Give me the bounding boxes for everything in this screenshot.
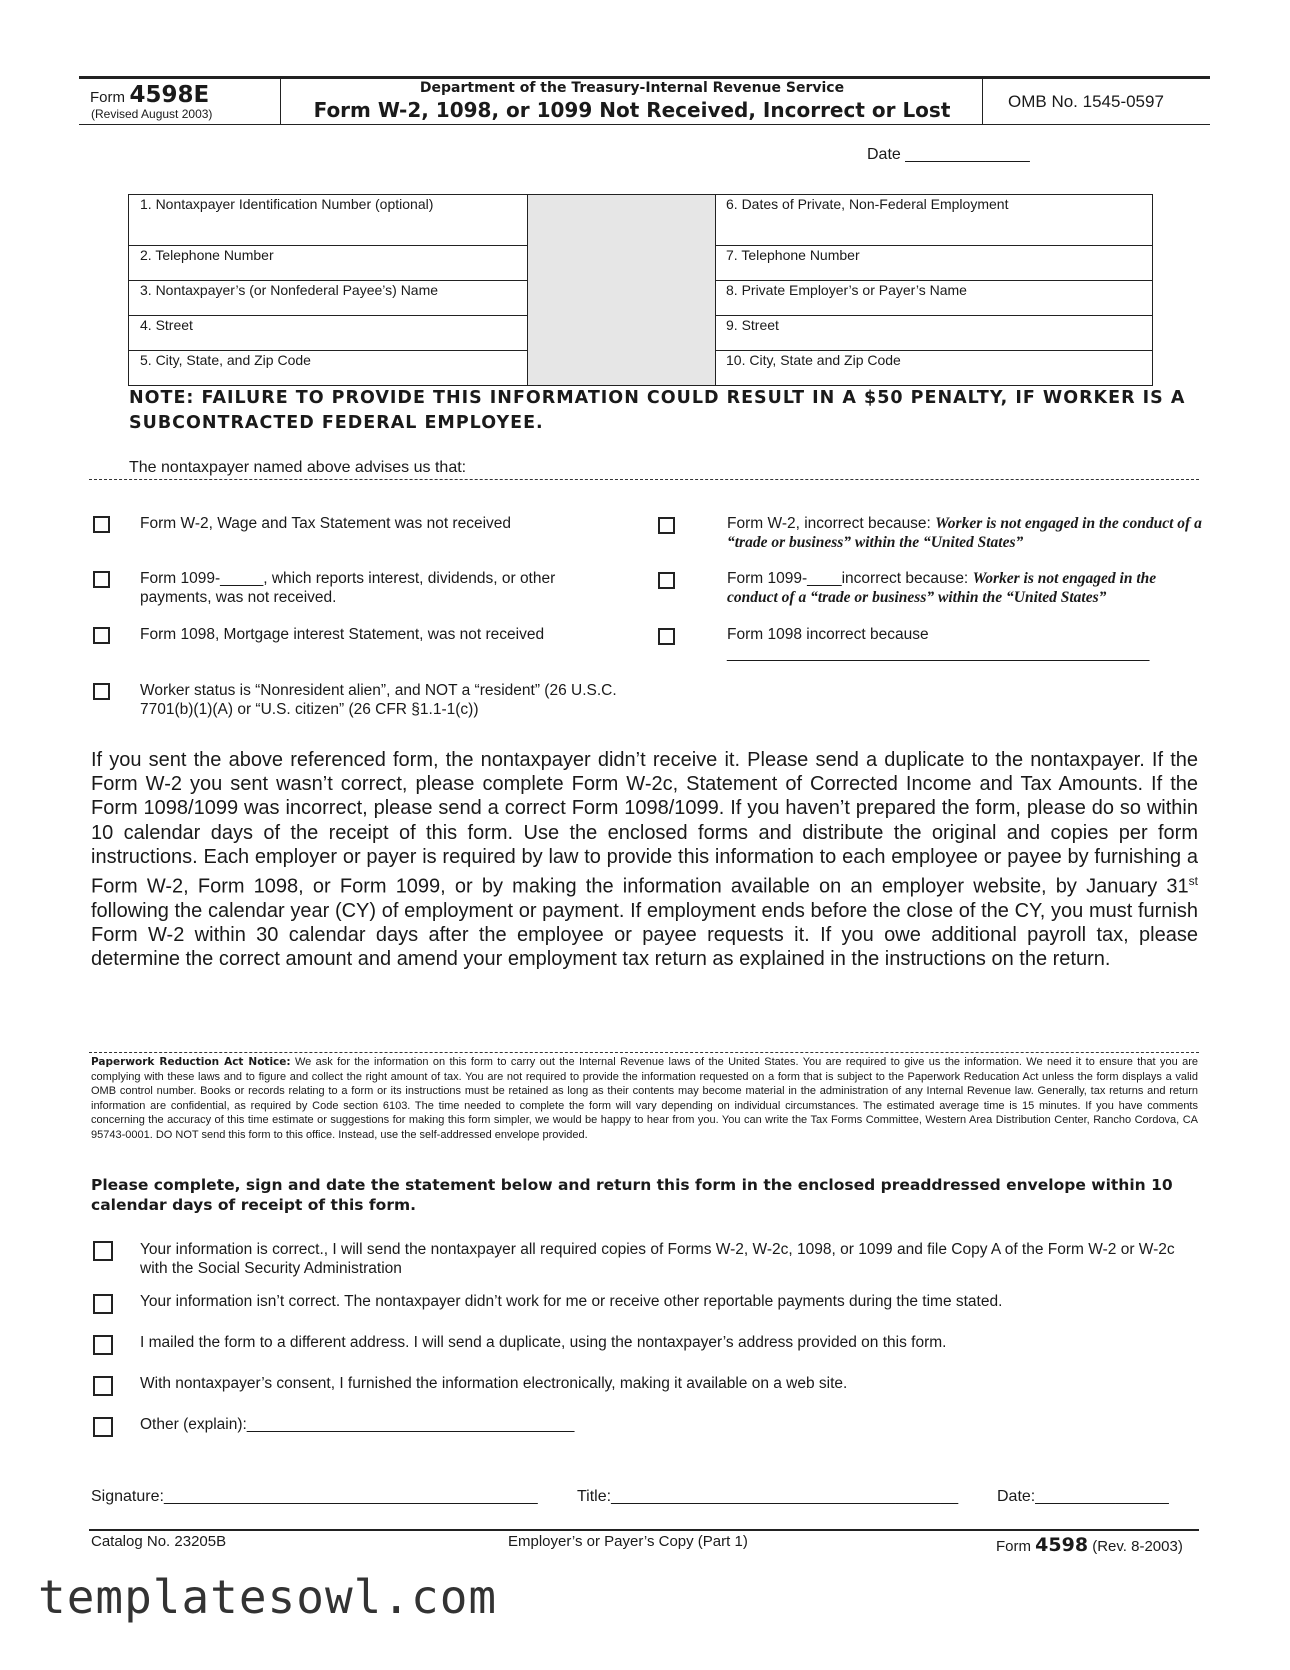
- field-box-9[interactable]: [715, 315, 1153, 351]
- title-field[interactable]: Title:_______________________________________: [577, 1488, 959, 1505]
- catalog-number: Catalog No. 23205B: [91, 1533, 227, 1550]
- form-word: Form: [90, 89, 125, 106]
- response-info-not-correct: Your information isn’t correct. The nontaxpayer didn’t work for me or receive other reportable payments during the time stated.: [140, 1293, 1003, 1310]
- field-label-employer-name: 8. Private Employer’s or Payer’s Name: [726, 282, 967, 298]
- response-different-address: I mailed the form to a different address. I will send a duplicate, using the nontaxpayer’s address provided on this form.: [140, 1334, 947, 1351]
- revised-date: (Revised August 2003): [91, 107, 213, 121]
- option-w2-incorrect: [727, 514, 1202, 552]
- footer-form-number: 4598: [1035, 1534, 1089, 1556]
- field-label-employer-city: 10. City, State and Zip Code: [726, 352, 901, 368]
- field-label-employer-street: 9. Street: [726, 317, 779, 333]
- 1099-incorrect-reason: Worker is not engaged in the conduct of a “trade or business” within the “United States”: [727, 570, 1157, 606]
- field-label-nontaxpayer-id: 1. Nontaxpayer Identification Number (optional): [140, 196, 434, 212]
- response-electronic: With nontaxpayer’s consent, I furnished the information electronically, making it available on a web site.: [140, 1375, 848, 1392]
- option-1098-not-received: Form 1098, Mortgage interest Statement, was not received: [140, 626, 545, 643]
- header-divider-left: [280, 78, 281, 125]
- 1098-incorrect-line[interactable]: _________________________________________________: [727, 645, 1150, 662]
- watermark: templatesowl.com: [38, 1570, 498, 1624]
- omb-number: OMB No. 1545-0597: [1008, 92, 1164, 111]
- 1099-incorrect-text: Form 1099-____incorrect because:: [727, 570, 973, 587]
- form-number-block: [90, 82, 209, 108]
- option-1099-incorrect: [727, 569, 1202, 607]
- response-info-correct: Your information is correct., I will send the nontaxpayer all required copies of Forms W-2, W-2c, 1098, or 1099 and file Copy A of the Form W-2 or W-2c with the Social Security Administration: [140, 1241, 1175, 1277]
- form-number: 4598E: [129, 82, 210, 108]
- copy-label: Employer’s or Payer’s Copy (Part 1): [508, 1533, 748, 1550]
- option-w2-not-received: Form W-2, Wage and Tax Statement was not received: [140, 515, 512, 532]
- signature-field[interactable]: Signature:__________________________________________: [91, 1488, 538, 1505]
- paperwork-heading: Paperwork Reduction Act Notice:: [91, 1056, 291, 1068]
- shaded-area: [527, 194, 716, 386]
- checkbox-1098-incorrect[interactable]: [658, 628, 675, 645]
- dashed-separator-1: [89, 479, 1199, 480]
- footer-form-word: Form: [996, 1538, 1036, 1555]
- signature-date-field[interactable]: Date:_______________: [997, 1488, 1169, 1505]
- field-label-telephone: 2. Telephone Number: [140, 247, 274, 263]
- 1098-incorrect-text: Form 1098 incorrect because: [727, 626, 929, 643]
- date-field[interactable]: Date ______________: [867, 146, 1030, 163]
- option-1099-not-received: Form 1099-_____, which reports interest, dividends, or other payments, was not received.: [140, 570, 556, 606]
- instructions-text-a: If you sent the above referenced form, the nontaxpayer didn’t receive it. Please send a duplicate to the nontaxpayer. If the Form W-2 you sent wasn’t correct, please complete Form W-2c, Statement of Corrected Income and Tax Amounts. If the Form 1098/1099 was incorrect, please send a correct Form 1098/1099. If you haven’t prepared the form, please do so within 10 calendar days of the receipt of this form. Use the enclosed forms and distribute the original and copies per form instructions. Each employer or payer is required by law to provide this information to each employee or payee by furnishing a Form W-2, Form 1098, or Form 1099, or by making the information available on an employer website, by January 31: [91, 749, 1198, 898]
- paperwork-notice: [91, 1055, 1198, 1143]
- field-label-street: 4. Street: [140, 317, 193, 333]
- checkbox-info-not-correct[interactable]: [93, 1294, 113, 1314]
- option-nonresident-alien: Worker status is “Nonresident alien”, and NOT a “resident” (26 U.S.C. 7701(b)(1)(A) or “U.S. citizen” (26 CFR §1.1-1(c)): [140, 682, 617, 718]
- header-divider-right: [982, 78, 983, 125]
- completion-instruction: Please complete, sign and date the statement below and return this form in the enclosed preaddressed envelope within 10 calendar days of receipt of this form.: [91, 1176, 1173, 1214]
- field-label-employment-dates: 6. Dates of Private, Non-Federal Employment: [726, 196, 1009, 212]
- checkbox-nonresident-alien[interactable]: [93, 683, 110, 700]
- header-bottom-rule: [79, 124, 1210, 125]
- instructions-text-b: following the calendar year (CY) of employment or payment. If employment ends before the close of the CY, you must furnish Form W-2 within 30 calendar days after the employee or payee requests it. If you owe additional payroll tax, please determine the correct amount and amend your employment tax return as explained in the instructions on the return.: [91, 899, 1198, 971]
- checkbox-different-address[interactable]: [93, 1335, 113, 1355]
- checkbox-other[interactable]: [93, 1417, 113, 1437]
- field-label-city: 5. City, State, and Zip Code: [140, 352, 311, 368]
- checkbox-info-correct[interactable]: [93, 1241, 113, 1261]
- form-title: Form W-2, 1098, or 1099 Not Received, Incorrect or Lost: [313, 98, 951, 122]
- w2-incorrect-text: Form W-2, incorrect because:: [727, 515, 936, 532]
- checkbox-1099-not-received[interactable]: [93, 571, 110, 588]
- instructions-paragraph: [91, 748, 1198, 971]
- footer-rule: [89, 1529, 1199, 1531]
- department-name: Department of the Treasury-Internal Revenue Service: [419, 80, 845, 96]
- footer-form-id: [996, 1534, 1183, 1556]
- option-1098-incorrect: [727, 625, 1202, 663]
- checkbox-w2-incorrect[interactable]: [658, 517, 675, 534]
- response-other: Other (explain):______________________________________: [140, 1416, 575, 1433]
- checkbox-1099-incorrect[interactable]: [658, 572, 675, 589]
- field-label-employer-telephone: 7. Telephone Number: [726, 247, 860, 263]
- field-label-name: 3. Nontaxpayer’s (or Nonfederal Payee’s) Name: [140, 282, 439, 298]
- advises-label: The nontaxpayer named above advises us that:: [129, 459, 467, 476]
- checkbox-1098-not-received[interactable]: [93, 627, 110, 644]
- checkbox-electronic[interactable]: [93, 1376, 113, 1396]
- header-top-rule: [79, 76, 1210, 79]
- checkbox-w2-not-received[interactable]: [93, 516, 110, 533]
- paperwork-text: We ask for the information on this form to carry out the Internal Revenue laws of the United States. You are required to give us the information. We need it to ensure that you are complying with these laws and to figure and collect the right amount of tax. You are not required to provide the information requested on a form that is subject to the Paperwork Reducation Act unless the form displays a valid OMB control number. Books or records relating to a form or its instructions must be retained as long as their contents may become material in the administration of any Internal Revenue law. Generally, tax returns and return information are confidential, as required by Code section 6103. The time needed to complete the form will vary depending on individual circumstances. The estimated average time is 15 minutes. If you have comments concerning the accuracy of this time estimate or suggestions for making this form simpler, we would be happy to hear from you. You can write the Tax Forms Committee, Western Area Distribution Center, Rancho Cordova, CA 95743-0001. DO NOT send this form to this office. Instead, use the self-addressed envelope provided.: [91, 1056, 1198, 1141]
- w2-incorrect-reason: Worker is not engaged in the conduct of a “trade or business” within the “United States”: [727, 515, 1202, 551]
- penalty-note: NOTE: FAILURE TO PROVIDE THIS INFORMATION COULD RESULT IN A $50 PENALTY, IF WORKER IS A SUBCONTRACTED FEDERAL EMPLOYEE.: [129, 388, 1186, 433]
- dashed-separator-2: [89, 1052, 1199, 1053]
- instructions-sup: st: [1188, 874, 1198, 889]
- footer-rev: (Rev. 8-2003): [1088, 1538, 1183, 1555]
